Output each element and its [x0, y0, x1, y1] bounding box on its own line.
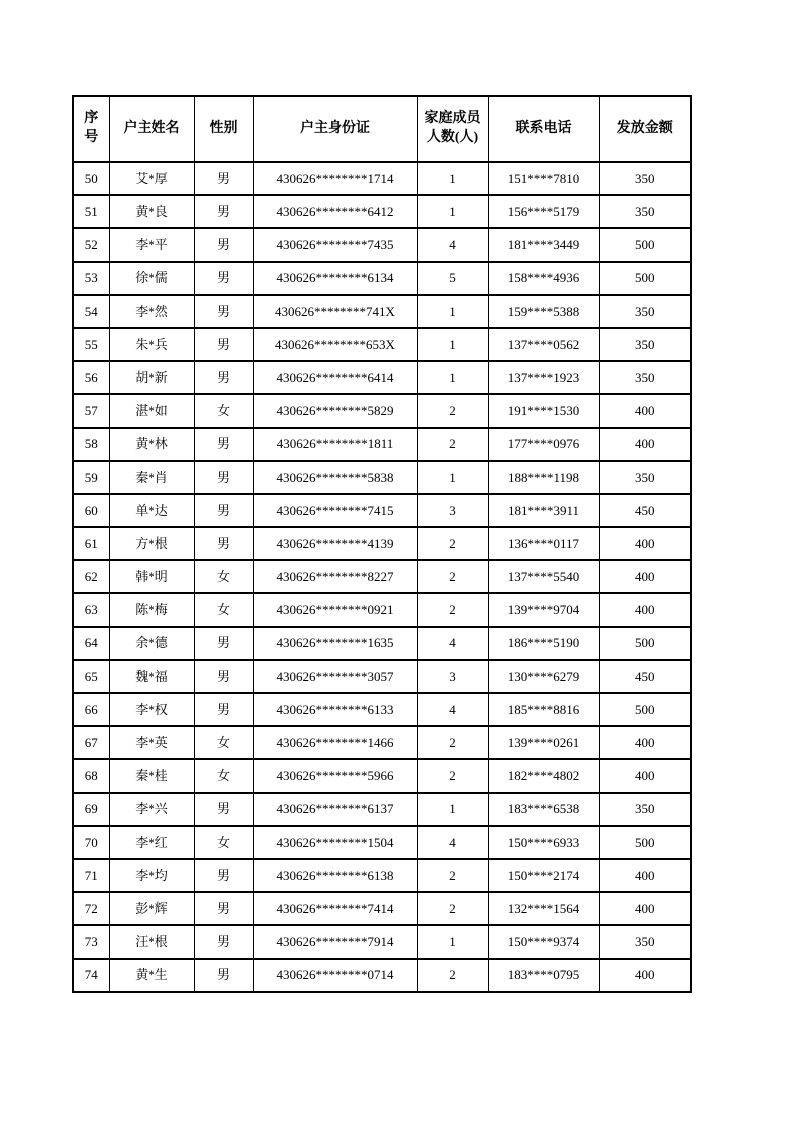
- cell-amount: 500: [599, 627, 691, 660]
- header-family-members: 家庭成员人数(人): [417, 96, 488, 162]
- table-row: [73, 627, 691, 660]
- cell-id-number: 430626********7414: [253, 892, 417, 925]
- cell-index: 59: [73, 461, 109, 494]
- cell-index: 66: [73, 693, 109, 726]
- table-row: [73, 693, 691, 726]
- cell-family-members: 2: [417, 593, 488, 626]
- cell-index: 64: [73, 627, 109, 660]
- cell-name: 汪*根: [109, 925, 194, 958]
- table-row: [73, 494, 691, 527]
- cell-phone: 139****0261: [488, 726, 599, 759]
- cell-gender: 男: [194, 693, 253, 726]
- cell-family-members: 4: [417, 693, 488, 726]
- cell-family-members: 1: [417, 925, 488, 958]
- table-row: [73, 560, 691, 593]
- cell-name: 黄*生: [109, 959, 194, 992]
- cell-id-number: 430626********6138: [253, 859, 417, 892]
- cell-amount: 400: [599, 394, 691, 427]
- table-row: [73, 195, 691, 228]
- cell-id-number: 430626********0714: [253, 959, 417, 992]
- cell-phone: 186****5190: [488, 627, 599, 660]
- cell-phone: 182****4802: [488, 759, 599, 792]
- table-row: [73, 892, 691, 925]
- header-phone: 联系电话: [488, 96, 599, 162]
- cell-gender: 男: [194, 925, 253, 958]
- cell-gender: 女: [194, 394, 253, 427]
- cell-id-number: 430626********1811: [253, 428, 417, 461]
- cell-name: 李*红: [109, 826, 194, 859]
- cell-id-number: 430626********6133: [253, 693, 417, 726]
- cell-name: 韩*明: [109, 560, 194, 593]
- cell-gender: 女: [194, 826, 253, 859]
- cell-gender: 男: [194, 494, 253, 527]
- cell-amount: 400: [599, 560, 691, 593]
- cell-name: 陈*梅: [109, 593, 194, 626]
- cell-family-members: 4: [417, 826, 488, 859]
- table-row: [73, 593, 691, 626]
- cell-gender: 男: [194, 793, 253, 826]
- cell-amount: 500: [599, 228, 691, 261]
- header-name: 户主姓名: [109, 96, 194, 162]
- cell-id-number: 430626********7914: [253, 925, 417, 958]
- cell-id-number: 430626********5829: [253, 394, 417, 427]
- cell-gender: 男: [194, 361, 253, 394]
- cell-id-number: 430626********8227: [253, 560, 417, 593]
- cell-family-members: 2: [417, 394, 488, 427]
- header-amount: 发放金额: [599, 96, 691, 162]
- cell-family-members: 1: [417, 195, 488, 228]
- cell-index: 67: [73, 726, 109, 759]
- cell-gender: 女: [194, 759, 253, 792]
- cell-gender: 男: [194, 892, 253, 925]
- cell-phone: 191****1530: [488, 394, 599, 427]
- table-row: [73, 228, 691, 261]
- cell-index: 74: [73, 959, 109, 992]
- cell-amount: 400: [599, 428, 691, 461]
- cell-amount: 450: [599, 660, 691, 693]
- cell-name: 胡*新: [109, 361, 194, 394]
- cell-gender: 男: [194, 627, 253, 660]
- table-row: [73, 394, 691, 427]
- table-row: [73, 859, 691, 892]
- cell-family-members: 1: [417, 162, 488, 195]
- cell-name: 魏*福: [109, 660, 194, 693]
- cell-phone: 132****1564: [488, 892, 599, 925]
- table-row: [73, 527, 691, 560]
- cell-index: 65: [73, 660, 109, 693]
- table-body: [73, 162, 691, 992]
- cell-id-number: 430626********6412: [253, 195, 417, 228]
- cell-gender: 男: [194, 461, 253, 494]
- table-header-row: [73, 96, 691, 162]
- cell-family-members: 3: [417, 494, 488, 527]
- cell-gender: 男: [194, 162, 253, 195]
- cell-name: 李*权: [109, 693, 194, 726]
- table-row: [73, 759, 691, 792]
- cell-gender: 女: [194, 726, 253, 759]
- cell-index: 72: [73, 892, 109, 925]
- table-row: [73, 959, 691, 992]
- cell-name: 彭*辉: [109, 892, 194, 925]
- cell-phone: 181****3911: [488, 494, 599, 527]
- cell-index: 55: [73, 328, 109, 361]
- cell-phone: 177****0976: [488, 428, 599, 461]
- cell-amount: 350: [599, 925, 691, 958]
- table-row: [73, 295, 691, 328]
- cell-index: 62: [73, 560, 109, 593]
- cell-amount: 400: [599, 759, 691, 792]
- cell-amount: 500: [599, 262, 691, 295]
- cell-phone: 159****5388: [488, 295, 599, 328]
- cell-amount: 400: [599, 959, 691, 992]
- cell-gender: 男: [194, 660, 253, 693]
- table-row: [73, 328, 691, 361]
- cell-phone: 137****5540: [488, 560, 599, 593]
- cell-name: 李*兴: [109, 793, 194, 826]
- cell-amount: 450: [599, 494, 691, 527]
- cell-name: 秦*桂: [109, 759, 194, 792]
- cell-name: 方*根: [109, 527, 194, 560]
- cell-family-members: 2: [417, 560, 488, 593]
- cell-family-members: 5: [417, 262, 488, 295]
- cell-amount: 350: [599, 328, 691, 361]
- cell-index: 58: [73, 428, 109, 461]
- cell-index: 57: [73, 394, 109, 427]
- cell-family-members: 3: [417, 660, 488, 693]
- cell-id-number: 430626********0921: [253, 593, 417, 626]
- cell-family-members: 2: [417, 859, 488, 892]
- cell-index: 71: [73, 859, 109, 892]
- cell-index: 61: [73, 527, 109, 560]
- cell-family-members: 2: [417, 959, 488, 992]
- cell-amount: 400: [599, 726, 691, 759]
- cell-index: 73: [73, 925, 109, 958]
- cell-index: 50: [73, 162, 109, 195]
- cell-id-number: 430626********5838: [253, 461, 417, 494]
- cell-phone: 185****8816: [488, 693, 599, 726]
- table-row: [73, 826, 691, 859]
- table-row: [73, 361, 691, 394]
- cell-name: 朱*兵: [109, 328, 194, 361]
- cell-gender: 男: [194, 527, 253, 560]
- cell-gender: 男: [194, 195, 253, 228]
- cell-amount: 400: [599, 892, 691, 925]
- cell-name: 李*均: [109, 859, 194, 892]
- cell-phone: 158****4936: [488, 262, 599, 295]
- cell-name: 黄*林: [109, 428, 194, 461]
- table-row: [73, 162, 691, 195]
- cell-index: 54: [73, 295, 109, 328]
- cell-name: 李*然: [109, 295, 194, 328]
- cell-family-members: 1: [417, 328, 488, 361]
- cell-phone: 130****6279: [488, 660, 599, 693]
- cell-amount: 350: [599, 195, 691, 228]
- cell-amount: 400: [599, 859, 691, 892]
- cell-phone: 137****0562: [488, 328, 599, 361]
- cell-phone: 181****3449: [488, 228, 599, 261]
- cell-gender: 男: [194, 228, 253, 261]
- cell-index: 69: [73, 793, 109, 826]
- cell-gender: 男: [194, 295, 253, 328]
- cell-family-members: 2: [417, 892, 488, 925]
- cell-id-number: 430626********6137: [253, 793, 417, 826]
- cell-amount: 350: [599, 162, 691, 195]
- cell-phone: 188****1198: [488, 461, 599, 494]
- cell-family-members: 1: [417, 295, 488, 328]
- cell-family-members: 1: [417, 361, 488, 394]
- cell-id-number: 430626********1466: [253, 726, 417, 759]
- cell-phone: 150****2174: [488, 859, 599, 892]
- cell-id-number: 430626********1504: [253, 826, 417, 859]
- cell-amount: 350: [599, 461, 691, 494]
- cell-name: 李*平: [109, 228, 194, 261]
- cell-amount: 400: [599, 527, 691, 560]
- cell-gender: 男: [194, 428, 253, 461]
- cell-index: 51: [73, 195, 109, 228]
- cell-amount: 500: [599, 826, 691, 859]
- cell-id-number: 430626********653X: [253, 328, 417, 361]
- cell-index: 63: [73, 593, 109, 626]
- cell-phone: 139****9704: [488, 593, 599, 626]
- cell-gender: 男: [194, 959, 253, 992]
- cell-id-number: 430626********5966: [253, 759, 417, 792]
- cell-amount: 350: [599, 793, 691, 826]
- cell-name: 李*英: [109, 726, 194, 759]
- cell-id-number: 430626********1635: [253, 627, 417, 660]
- cell-name: 湛*如: [109, 394, 194, 427]
- cell-family-members: 1: [417, 461, 488, 494]
- cell-amount: 350: [599, 361, 691, 394]
- cell-index: 53: [73, 262, 109, 295]
- cell-phone: 156****5179: [488, 195, 599, 228]
- cell-id-number: 430626********7435: [253, 228, 417, 261]
- cell-phone: 150****9374: [488, 925, 599, 958]
- header-id-number: 户主身份证: [253, 96, 417, 162]
- cell-name: 余*德: [109, 627, 194, 660]
- cell-family-members: 2: [417, 428, 488, 461]
- cell-id-number: 430626********6134: [253, 262, 417, 295]
- cell-name: 艾*厚: [109, 162, 194, 195]
- cell-id-number: 430626********741X: [253, 295, 417, 328]
- cell-id-number: 430626********3057: [253, 660, 417, 693]
- cell-id-number: 430626********7415: [253, 494, 417, 527]
- cell-family-members: 4: [417, 228, 488, 261]
- cell-gender: 男: [194, 262, 253, 295]
- table-row: [73, 925, 691, 958]
- cell-id-number: 430626********6414: [253, 361, 417, 394]
- cell-index: 56: [73, 361, 109, 394]
- cell-phone: 183****0795: [488, 959, 599, 992]
- cell-index: 70: [73, 826, 109, 859]
- cell-index: 68: [73, 759, 109, 792]
- cell-phone: 151****7810: [488, 162, 599, 195]
- cell-phone: 150****6933: [488, 826, 599, 859]
- cell-amount: 500: [599, 693, 691, 726]
- cell-family-members: 2: [417, 527, 488, 560]
- table-row: [73, 793, 691, 826]
- cell-gender: 男: [194, 859, 253, 892]
- header-gender: 性别: [194, 96, 253, 162]
- table-row: [73, 262, 691, 295]
- cell-gender: 女: [194, 560, 253, 593]
- cell-phone: 136****0117: [488, 527, 599, 560]
- cell-index: 60: [73, 494, 109, 527]
- cell-name: 秦*肖: [109, 461, 194, 494]
- table-row: [73, 428, 691, 461]
- table-row: [73, 660, 691, 693]
- cell-phone: 183****6538: [488, 793, 599, 826]
- cell-id-number: 430626********1714: [253, 162, 417, 195]
- table-row: [73, 726, 691, 759]
- header-index: 序号: [73, 96, 109, 162]
- cell-name: 徐*儒: [109, 262, 194, 295]
- table-row: [73, 461, 691, 494]
- cell-family-members: 4: [417, 627, 488, 660]
- subsidy-table: [72, 95, 692, 993]
- cell-id-number: 430626********4139: [253, 527, 417, 560]
- cell-name: 单*达: [109, 494, 194, 527]
- cell-gender: 男: [194, 328, 253, 361]
- cell-family-members: 2: [417, 726, 488, 759]
- cell-gender: 女: [194, 593, 253, 626]
- cell-family-members: 1: [417, 793, 488, 826]
- cell-phone: 137****1923: [488, 361, 599, 394]
- cell-amount: 400: [599, 593, 691, 626]
- cell-index: 52: [73, 228, 109, 261]
- cell-amount: 350: [599, 295, 691, 328]
- cell-name: 黄*良: [109, 195, 194, 228]
- cell-family-members: 2: [417, 759, 488, 792]
